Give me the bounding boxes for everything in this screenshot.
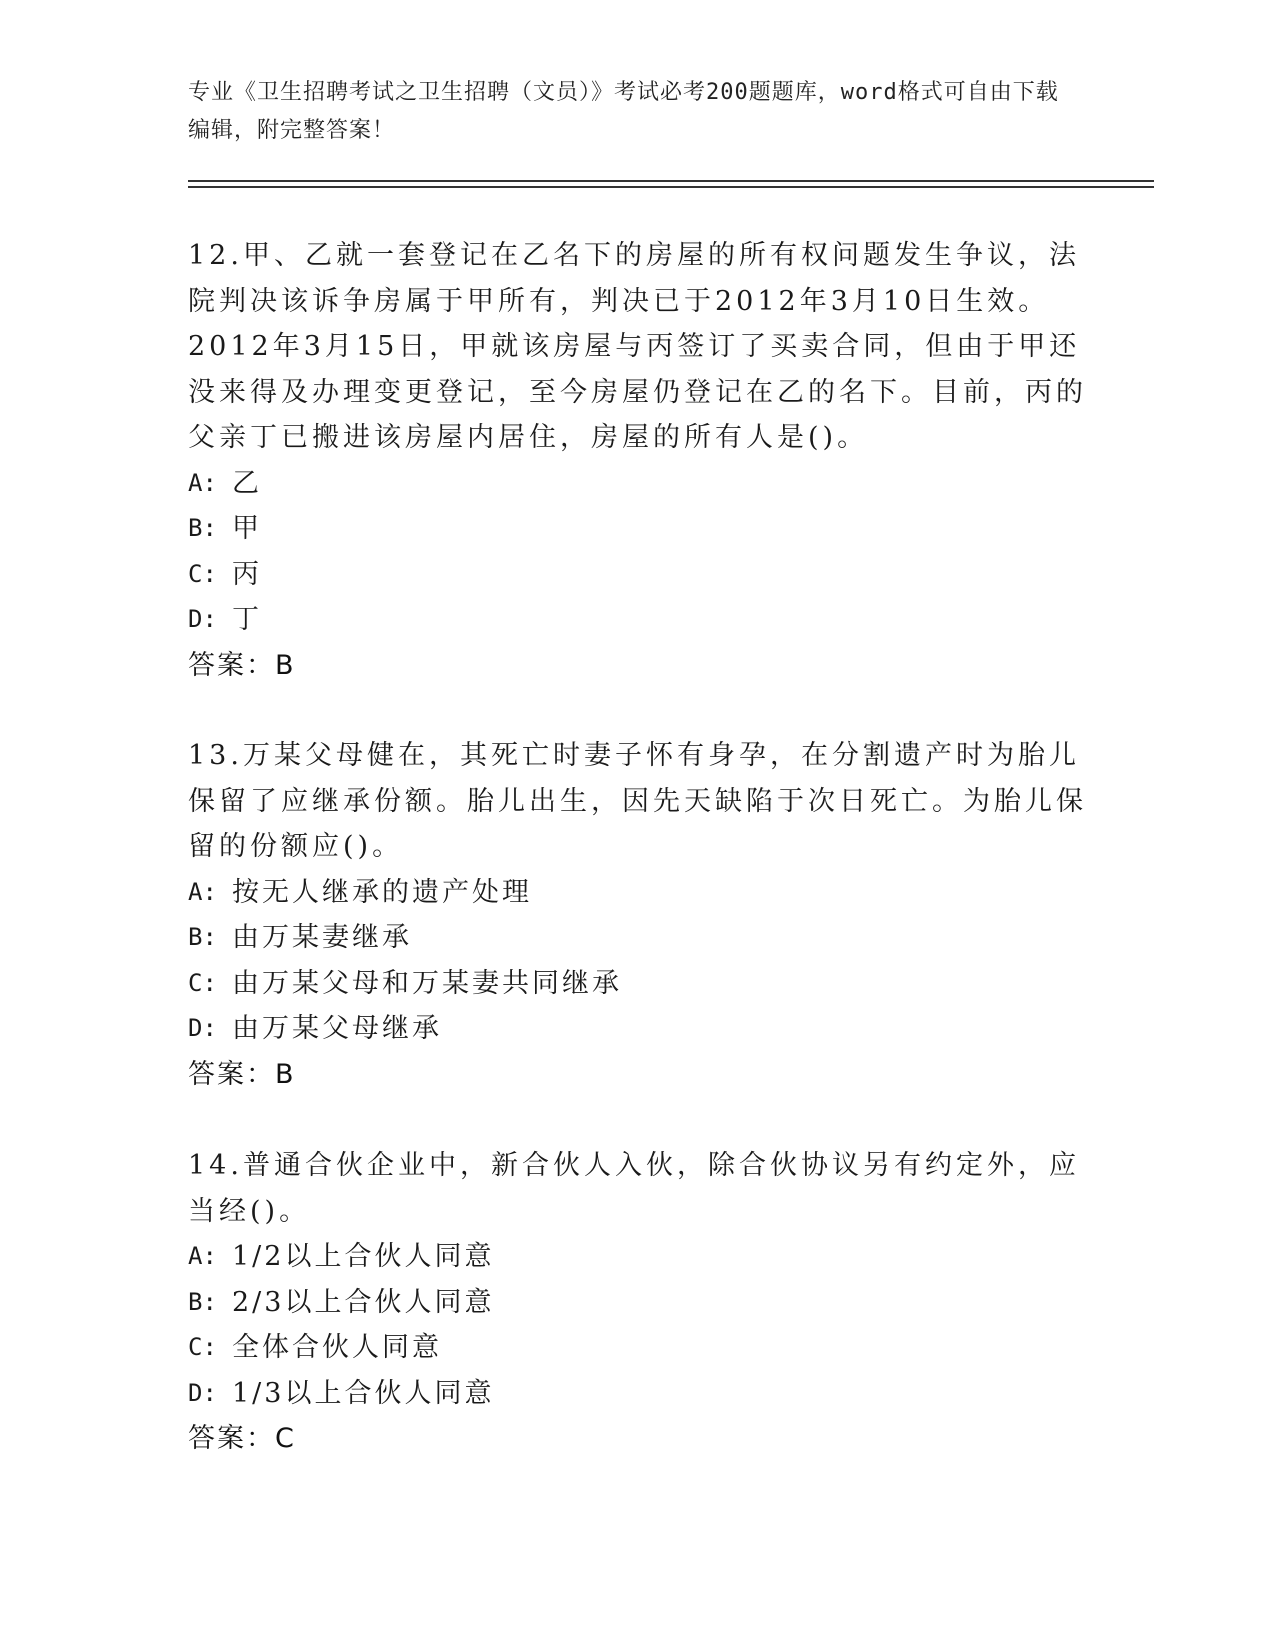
option-d	[188, 597, 1088, 643]
option-b	[188, 506, 1088, 552]
option-d	[188, 1371, 1088, 1417]
option-text: 全体合伙人同意	[232, 1332, 442, 1363]
option-letter: B:	[188, 514, 217, 542]
option-letter: C:	[188, 1333, 217, 1361]
option-letter: D:	[188, 1014, 217, 1042]
option-text: 按无人继承的遗产处理	[232, 876, 532, 908]
option-text: 2/3以上合伙人同意	[232, 1286, 495, 1318]
option-letter: B:	[188, 923, 217, 951]
question-stem: 14.普通合伙企业中，新合伙人入伙，除合伙协议另有约定外，应当经()。	[188, 1150, 1080, 1227]
option-letter: B:	[188, 1287, 217, 1316]
option-text: 由万某父母和万某妻共同继承	[232, 967, 622, 999]
option-b	[188, 1280, 1088, 1326]
option-text: 乙	[232, 467, 262, 499]
question-12	[188, 233, 1088, 688]
question-stem: 12.甲、乙就一套登记在乙名下的房屋的所有权问题发生争议，法院判决该诉争房属于甲所有，判决已于2012年3月10日生效。2012年3月15日，甲就该房屋与丙签订了买卖合同，但由于甲还没来得及办理变更登记，至今房屋仍登记在乙的名下。目前，丙的父亲丁已搬进该房屋内居住，房屋的所有人是()。	[188, 240, 1087, 453]
option-letter: A:	[188, 1242, 217, 1270]
option-text: 甲	[232, 513, 262, 544]
question-14	[188, 1143, 1088, 1462]
header-divider-top	[188, 180, 1154, 182]
option-letter: A:	[188, 877, 217, 906]
question-stem: 13.万某父母健在，其死亡时妻子怀有身孕，在分割遗产时为胎儿保留了应继承份额。胎儿出生，因先天缺陷于次日死亡。为胎儿保留的份额应()。	[188, 740, 1087, 862]
option-letter: C:	[188, 968, 217, 997]
option-a	[188, 1234, 1088, 1280]
option-text: 丙	[232, 558, 262, 590]
option-c	[188, 552, 1088, 598]
question-13	[188, 733, 1088, 1097]
document-header: 专业《卫生招聘考试之卫生招聘（文员）》考试必考200题题库，word格式可自由下载编辑，附完整答案！	[188, 80, 1059, 143]
option-letter: C:	[188, 559, 217, 588]
answer: 答案：B	[188, 1058, 296, 1090]
answer: 答案：B	[188, 649, 296, 681]
option-b	[188, 915, 1088, 961]
option-letter: A:	[188, 468, 217, 497]
option-text: 由万某父母继承	[232, 1013, 442, 1044]
option-a	[188, 461, 1088, 507]
option-d	[188, 1006, 1088, 1052]
answer: 答案：C	[188, 1423, 296, 1454]
option-c	[188, 961, 1088, 1007]
option-text: 由万某妻继承	[232, 922, 412, 953]
option-text: 1/2以上合伙人同意	[232, 1241, 495, 1272]
option-letter: D:	[188, 605, 217, 633]
option-letter: D:	[188, 1378, 217, 1407]
option-text: 丁	[232, 604, 262, 635]
option-c	[188, 1325, 1088, 1371]
option-a	[188, 870, 1088, 916]
option-text: 1/3以上合伙人同意	[232, 1377, 495, 1409]
header-divider-bottom	[188, 186, 1154, 188]
